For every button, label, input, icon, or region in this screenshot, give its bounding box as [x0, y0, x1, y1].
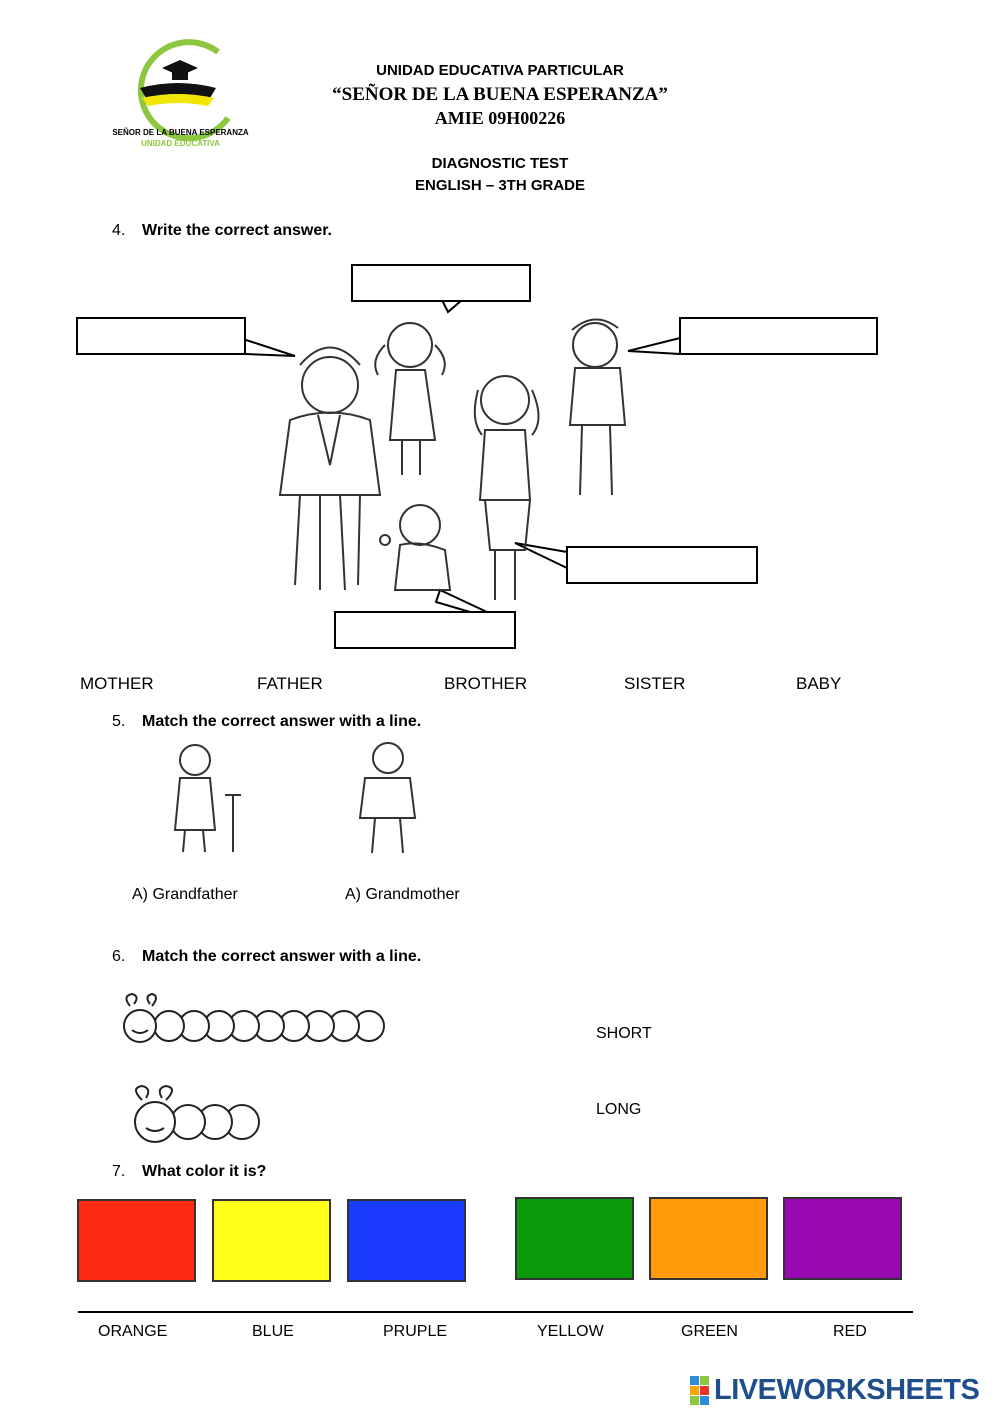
long-caterpillar-image — [112, 988, 392, 1048]
answer-box-baby[interactable] — [334, 611, 516, 649]
grandmother-icon — [155, 740, 250, 860]
color-word: YELLOW — [537, 1323, 604, 1340]
test-subject: ENGLISH – 3TH GRADE — [414, 177, 586, 194]
grandfather-icon — [340, 738, 435, 858]
color-swatch — [77, 1199, 196, 1282]
liveworksheets-badge-icon — [690, 1376, 710, 1406]
question-6 — [112, 948, 421, 966]
short-caterpillar-image — [120, 1080, 270, 1145]
family-illustration — [0, 250, 1000, 670]
logo-line1: SEÑOR DE LA BUENA ESPERANZA — [112, 128, 249, 137]
color-swatch — [649, 1197, 768, 1280]
match-option: A) Grandfather — [132, 886, 238, 903]
liveworksheets-logo — [690, 1374, 990, 1408]
answer-box-brother[interactable] — [679, 317, 878, 355]
color-swatch — [783, 1197, 902, 1280]
family-figures-icon — [0, 250, 1000, 670]
test-title: DIAGNOSTIC TEST — [431, 155, 569, 172]
question-number: 6. — [112, 948, 126, 965]
question-instruction: What color it is? — [142, 1163, 267, 1180]
question-instruction: Match the correct answer with a line. — [142, 713, 422, 730]
question-number: 4. — [112, 222, 126, 239]
logo-line2: UNIDAD EDUCATIVA — [141, 139, 220, 148]
word-bank-item: SISTER — [624, 674, 686, 693]
grandfather-image — [340, 738, 435, 858]
color-word: PRUPLE — [383, 1323, 448, 1340]
match-option: A) Grandmother — [345, 886, 460, 903]
question-instruction: Match the correct answer with a line. — [142, 948, 422, 965]
answer-box-mother[interactable] — [566, 546, 758, 584]
color-swatch — [212, 1199, 331, 1282]
long-caterpillar-icon — [112, 988, 392, 1048]
school-amie: AMIE 09H00226 — [434, 108, 566, 128]
answer-box-father[interactable] — [76, 317, 246, 355]
match-option: SHORT — [596, 1025, 652, 1042]
question-5 — [112, 713, 421, 731]
color-swatch — [347, 1199, 466, 1282]
divider-line — [78, 1311, 913, 1313]
word-bank-item: FATHER — [257, 674, 323, 693]
school-name: “SEÑOR DE LA BUENA ESPERANZA” — [332, 84, 668, 105]
answer-box-sister[interactable] — [351, 264, 531, 302]
match-option: LONG — [596, 1101, 642, 1118]
color-word: GREEN — [681, 1323, 738, 1340]
word-bank-item: BROTHER — [444, 674, 528, 693]
grandmother-image — [155, 740, 250, 860]
short-caterpillar-icon — [120, 1080, 270, 1145]
school-type: UNIDAD EDUCATIVA PARTICULAR — [376, 62, 624, 79]
question-number: 5. — [112, 713, 126, 730]
word-bank-item: BABY — [796, 674, 842, 693]
color-word: RED — [833, 1323, 867, 1340]
liveworksheets-brand: LIVEWORKSHEETS — [714, 1374, 980, 1406]
word-bank-item: MOTHER — [80, 674, 154, 693]
question-number: 7. — [112, 1163, 126, 1180]
color-swatch — [515, 1197, 634, 1280]
color-word: ORANGE — [98, 1323, 168, 1340]
question-instruction: Write the correct answer. — [142, 222, 332, 239]
question-7 — [112, 1163, 266, 1181]
question-4 — [112, 222, 332, 240]
color-word: BLUE — [252, 1323, 294, 1340]
